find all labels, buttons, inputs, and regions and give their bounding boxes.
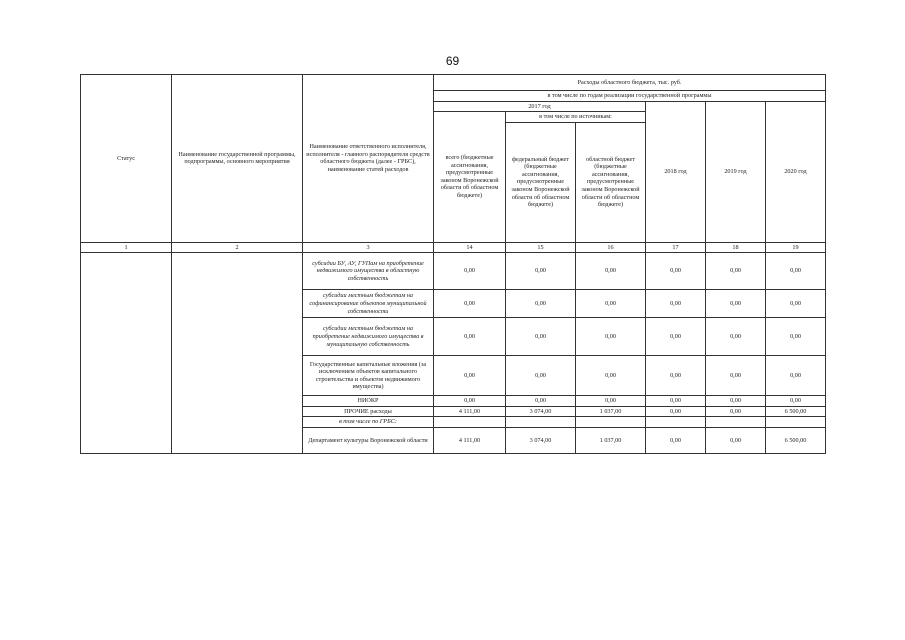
status-cell [81, 253, 172, 454]
budget-table [80, 74, 826, 454]
header-year-2020: 2020 год [766, 101, 826, 242]
page-number: 69 [445, 54, 460, 68]
value-total-2017: 0,00 [434, 318, 506, 356]
value-total-2017: 0,00 [434, 253, 506, 290]
value-total-2017: 0,00 [434, 356, 506, 396]
value-2018: 0,00 [646, 396, 706, 407]
column-number: 3 [303, 242, 434, 253]
header-by-years: в том числе по годам реализации государственной программы [434, 91, 826, 102]
value-2018: 0,00 [646, 318, 706, 356]
value-2019 [706, 417, 766, 428]
header-year-2019: 2019 год [706, 101, 766, 242]
value-total-2017: 4 111,00 [434, 406, 506, 417]
value-federal-2017: 3 074,00 [506, 427, 576, 453]
value-federal-2017: 0,00 [506, 290, 576, 318]
header-expenses-title: Расходы областного бюджета, тыс. руб. [434, 75, 826, 91]
value-regional-2017: 0,00 [576, 356, 646, 396]
value-2019: 0,00 [706, 318, 766, 356]
value-federal-2017: 0,00 [506, 253, 576, 290]
column-number: 1 [81, 242, 172, 253]
value-2019: 0,00 [706, 290, 766, 318]
value-federal-2017: 0,00 [506, 318, 576, 356]
value-regional-2017: 0,00 [576, 318, 646, 356]
row-label: ПРОЧИЕ расходы [303, 406, 434, 417]
value-2018: 0,00 [646, 290, 706, 318]
column-number: 14 [434, 242, 506, 253]
value-federal-2017: 0,00 [506, 356, 576, 396]
column-number: 17 [646, 242, 706, 253]
value-2018: 0,00 [646, 427, 706, 453]
row-label: Государственные капитальные вложения (за исключением объектов капитального строительства и объектов недвижимого имущества) [303, 356, 434, 396]
row-label: Департамент культуры Воронежской области [303, 427, 434, 453]
header-total: всего (бюджетные ассигнования, предусмотренные законом Воронежской области об областном бюджете) [434, 112, 506, 243]
column-numbers-row [81, 242, 826, 253]
row-label: НИОКР [303, 396, 434, 407]
header-year-2018: 2018 год [646, 101, 706, 242]
row-label: субсидии местным бюджетам на приобретение недвижимого имущества в муниципальную собственность [303, 318, 434, 356]
value-2019: 0,00 [706, 253, 766, 290]
value-regional-2017: 1 037,00 [576, 427, 646, 453]
value-2020: 6 500,00 [766, 427, 826, 453]
value-2020: 0,00 [766, 318, 826, 356]
value-2020 [766, 417, 826, 428]
value-2019: 0,00 [706, 406, 766, 417]
value-regional-2017: 0,00 [576, 396, 646, 407]
value-federal-2017: 0,00 [506, 396, 576, 407]
value-regional-2017: 0,00 [576, 290, 646, 318]
value-2020: 0,00 [766, 253, 826, 290]
value-total-2017: 0,00 [434, 396, 506, 407]
column-number: 15 [506, 242, 576, 253]
column-number: 19 [766, 242, 826, 253]
value-2020: 6 500,00 [766, 406, 826, 417]
value-regional-2017: 1 037,00 [576, 406, 646, 417]
value-federal-2017 [506, 417, 576, 428]
header-regional: областной бюджет (бюджетные ассигнования, предусмотренные законом Воронежской области об областном бюджете) [576, 122, 646, 242]
header-executor: Наименование ответственного исполнителя, исполнителя - главного распорядителя средств областного бюджета (далее - ГРБС), наименование статей расходов [303, 75, 434, 243]
value-total-2017: 4 111,00 [434, 427, 506, 453]
header-status: Статус [81, 75, 172, 243]
value-regional-2017: 0,00 [576, 253, 646, 290]
value-2019: 0,00 [706, 356, 766, 396]
column-number: 16 [576, 242, 646, 253]
header-program-name: Наименование государственной программы, подпрограммы, основного мероприятия [172, 75, 303, 243]
header-by-sources: в том числе по источникам: [506, 112, 646, 123]
row-label: субсидии БУ, АУ, ГУПам на приобретение недвижимого имущества в областную собственность [303, 253, 434, 290]
program-name-cell [172, 253, 303, 454]
value-2018: 0,00 [646, 406, 706, 417]
value-2020: 0,00 [766, 290, 826, 318]
value-2018: 0,00 [646, 253, 706, 290]
value-2020: 0,00 [766, 356, 826, 396]
value-federal-2017: 3 074,00 [506, 406, 576, 417]
table-row [81, 253, 826, 290]
value-2019: 0,00 [706, 396, 766, 407]
value-2018: 0,00 [646, 356, 706, 396]
column-number: 18 [706, 242, 766, 253]
row-label: субсидии местным бюджетам на софинансирование объектов муниципальной собственности [303, 290, 434, 318]
value-2020: 0,00 [766, 396, 826, 407]
header-federal: федеральный бюджет (бюджетные ассигнования, предусмотренные законом Воронежской области об областном бюджете) [506, 122, 576, 242]
column-number: 2 [172, 242, 303, 253]
value-2018 [646, 417, 706, 428]
value-total-2017 [434, 417, 506, 428]
value-2019: 0,00 [706, 427, 766, 453]
header-year-2017: 2017 год [434, 101, 646, 112]
row-label: в том числе по ГРБС: [303, 417, 434, 428]
value-regional-2017 [576, 417, 646, 428]
value-total-2017: 0,00 [434, 290, 506, 318]
